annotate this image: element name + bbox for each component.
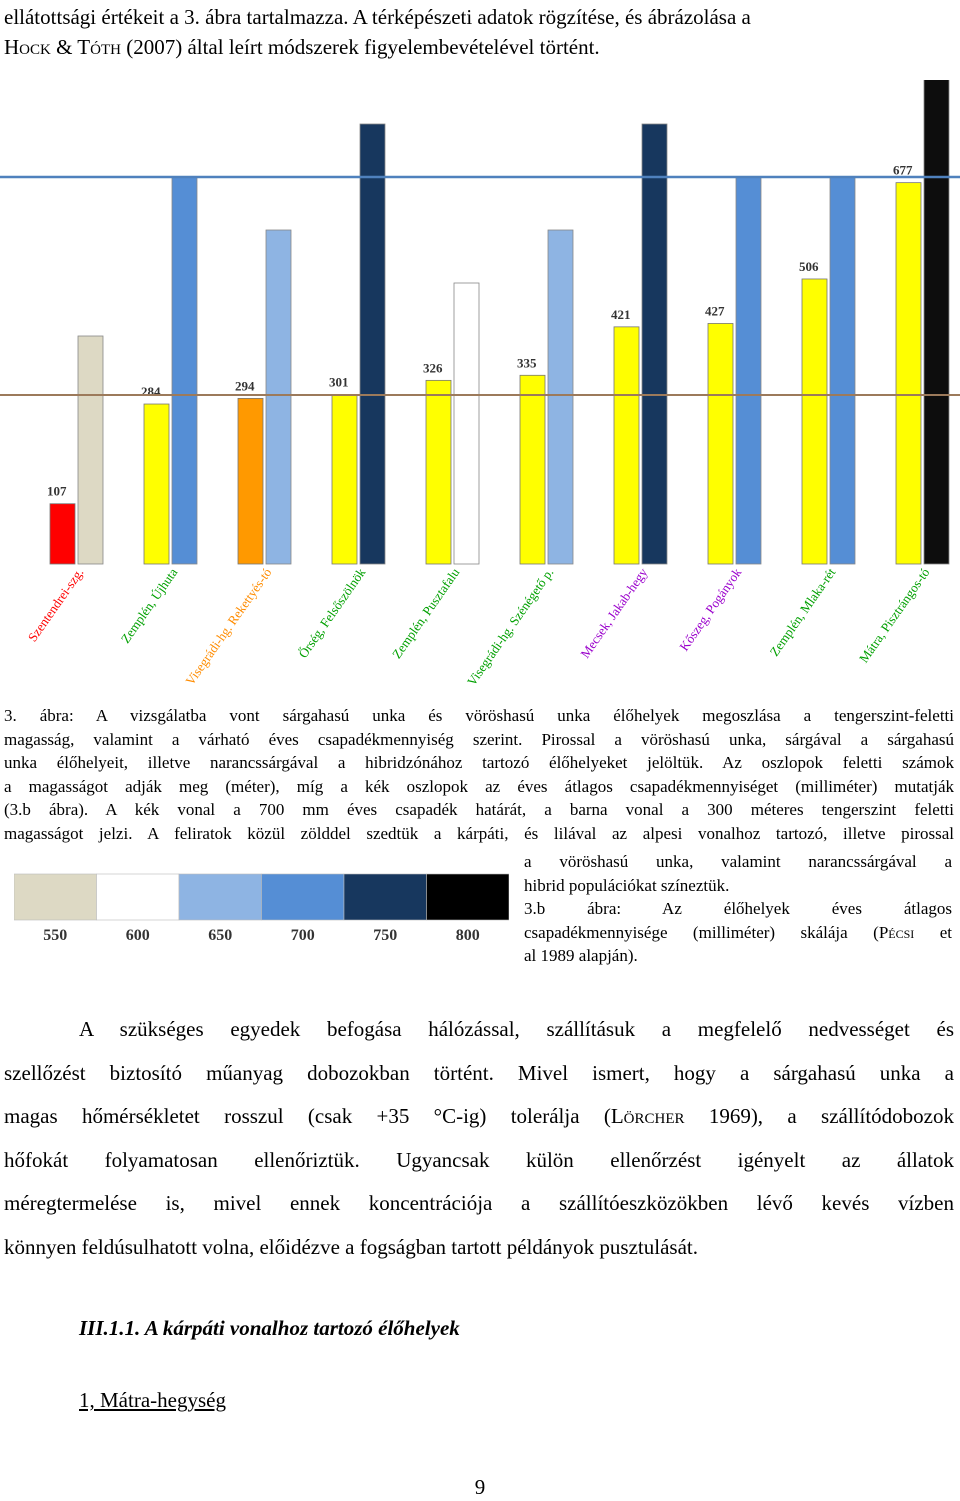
category-label: Zemplén, Pusztafalu: [388, 565, 463, 662]
scale-value-label: 700: [290, 927, 315, 944]
caption-line: 3. ábra: A vizsgálatba vont sárgahasú unka és vöröshasú unka élőhelyek megoszlása a tengerszint-feletti: [4, 706, 954, 725]
altitude-bar: [144, 404, 169, 564]
scale-swatch: [344, 874, 427, 920]
caption-line: magasságot jelzi. A feliratok közül zölddel szedtük a kárpáti, és lilával az alpesi vonalhoz tartozó, illetve pirossal: [4, 823, 954, 843]
scale-swatch: [14, 874, 97, 920]
altitude-bar: [332, 394, 357, 564]
precipitation-bar: [924, 80, 949, 564]
caption-line: unka élőhelyeit, illetve narancssárgával a hibridzónához tartozó élőhelyeket jelöltük. Az oszlopok feletti számok: [4, 753, 954, 772]
category-label: Szentendrei-szg.: [24, 565, 87, 645]
scale-swatch: [179, 874, 262, 920]
page-number: 9: [474, 1475, 486, 1499]
author-citation: Hock & Tóth: [4, 35, 121, 59]
altitude-bar: [802, 279, 827, 564]
author-citation: Lörcher: [610, 1104, 685, 1128]
altitude-value-label: 284: [141, 384, 161, 400]
precipitation-bar: [736, 177, 761, 564]
figure-caption: [4, 704, 954, 845]
caption-line: a vöröshasú unka, valamint narancssárgával a: [524, 852, 952, 871]
body-line: [4, 1095, 954, 1139]
precipitation-bar: [78, 336, 103, 564]
category-label: Visegrádi-hg. Rekettyés-tó: [182, 565, 275, 688]
precipitation-bar: [642, 124, 667, 564]
body-line-part: 1969), a szállítódobozok: [684, 1104, 954, 1128]
caption-line: magasság, valamint a várható éves csapadékmennyiség szerint. Pirossal a vöröshasú unka, sárgával a sárgahasú: [4, 729, 954, 749]
scale-swatch: [97, 874, 180, 920]
body-line: szellőzést biztosító műanyag dobozokban történt. Mivel ismert, hogy a sárgahasú unka a: [4, 1060, 954, 1085]
category-label: Mátra, Pisztrángos-tó: [855, 565, 933, 666]
intro-line-rest: (2007) által leírt módszerek figyelembevételével történt.: [120, 35, 600, 59]
intro-paragraph: [4, 2, 954, 62]
altitude-value-label: 107: [47, 483, 67, 499]
altitude-value-label: 421: [611, 306, 631, 322]
caption-line: [524, 921, 952, 945]
subsection-heading: 1, Mátra-hegység: [79, 1388, 226, 1412]
caption-line: a magasságot adják meg (méter), míg a kék oszlopok az éves átlagos csapadékmennyiséget (milliméter) mutatják: [4, 776, 954, 796]
caption-line-part: et: [914, 922, 952, 942]
category-label: Őrség, Felsőszölnök: [295, 565, 369, 661]
figure-caption-continued: [524, 850, 952, 968]
altitude-value-label: 427: [705, 303, 725, 319]
body-line: A szükséges egyedek befogása hálózással, szállításuk a megfelelő nedvességet és: [79, 1017, 954, 1041]
intro-line: ellátottsági értékeit a 3. ábra tartalmazza. A térképészeti adatok rögzítése, és ábrázolása a: [4, 5, 751, 29]
category-label: Visegrádi-hg. Szénégető p.: [463, 565, 557, 689]
caption-line-part: csapadékmennyisége (milliméter) skálája (: [524, 922, 879, 942]
altitude-value-label: 506: [799, 258, 819, 274]
body-line: méregtermelése is, mivel ennek koncentrációja a szállítóeszközökben lévő kevés vízben: [4, 1191, 954, 1215]
precipitation-bar: [548, 230, 573, 564]
caption-line: 3.b ábra: Az élőhelyek éves átlagos: [524, 899, 952, 918]
category-label: Kőszeg, Pogányok: [676, 565, 745, 654]
category-label: Zemplén, Újhuta: [117, 565, 181, 646]
altitude-value-label: 326: [423, 360, 443, 376]
scale-value-label: 550: [43, 927, 68, 944]
altitude-value-label: 301: [329, 374, 349, 390]
altitude-bar: [520, 375, 545, 564]
caption-line: (3.b ábra). A kék vonal a 700 mm éves csapadék határát, a barna vonal a 300 méteres tengerszint feletti: [4, 800, 954, 819]
altitude-bar: [50, 504, 75, 564]
body-line-part: magas hőmérsékletet rosszul (csak +35 °C-ig) tolerálja (: [4, 1104, 611, 1128]
altitude-bar: [896, 183, 921, 564]
scale-value-label: 600: [125, 927, 150, 944]
altitude-value-label: 335: [517, 355, 537, 371]
altitude-bar: [238, 398, 263, 564]
section-heading: III.1.1. A kárpáti vonalhoz tartozó élőhelyek: [79, 1316, 460, 1340]
precipitation-bar: [360, 124, 385, 564]
scale-value-label: 750: [373, 927, 398, 944]
author-citation: Pécsi: [878, 922, 915, 942]
scale-value-label: 800: [455, 927, 480, 944]
precipitation-bar: [266, 230, 291, 564]
body-paragraph: [4, 1008, 954, 1269]
scale-value-label: 650: [208, 927, 233, 944]
precipitation-scale: [14, 872, 509, 952]
habitat-bar-chart: [0, 80, 960, 700]
category-label: Zemplén, Mlaka-rét: [766, 565, 839, 659]
caption-line: hibrid populációkat színeztük.: [524, 875, 730, 895]
altitude-value-label: 294: [235, 378, 255, 394]
caption-line: al 1989 alapján).: [524, 946, 638, 965]
scale-swatch: [262, 874, 345, 920]
intro-line: [4, 32, 954, 62]
altitude-bar: [708, 323, 733, 564]
altitude-value-label: 677: [893, 162, 913, 178]
altitude-bar: [614, 327, 639, 564]
altitude-bar: [426, 380, 451, 564]
precipitation-bar: [454, 283, 479, 564]
category-label: Mecsek, Jakab-hegy: [577, 565, 651, 661]
body-line: könnyen feldúsulhatott volna, előidézve a fogságban tartott példányok pusztulását.: [4, 1234, 698, 1259]
precipitation-bar: [172, 177, 197, 564]
precipitation-bar: [830, 177, 855, 564]
body-line: hőfokát folyamatosan ellenőriztük. Ugyancsak külön ellenőrzést igényelt az állatok: [4, 1147, 954, 1172]
scale-swatch: [427, 874, 510, 920]
